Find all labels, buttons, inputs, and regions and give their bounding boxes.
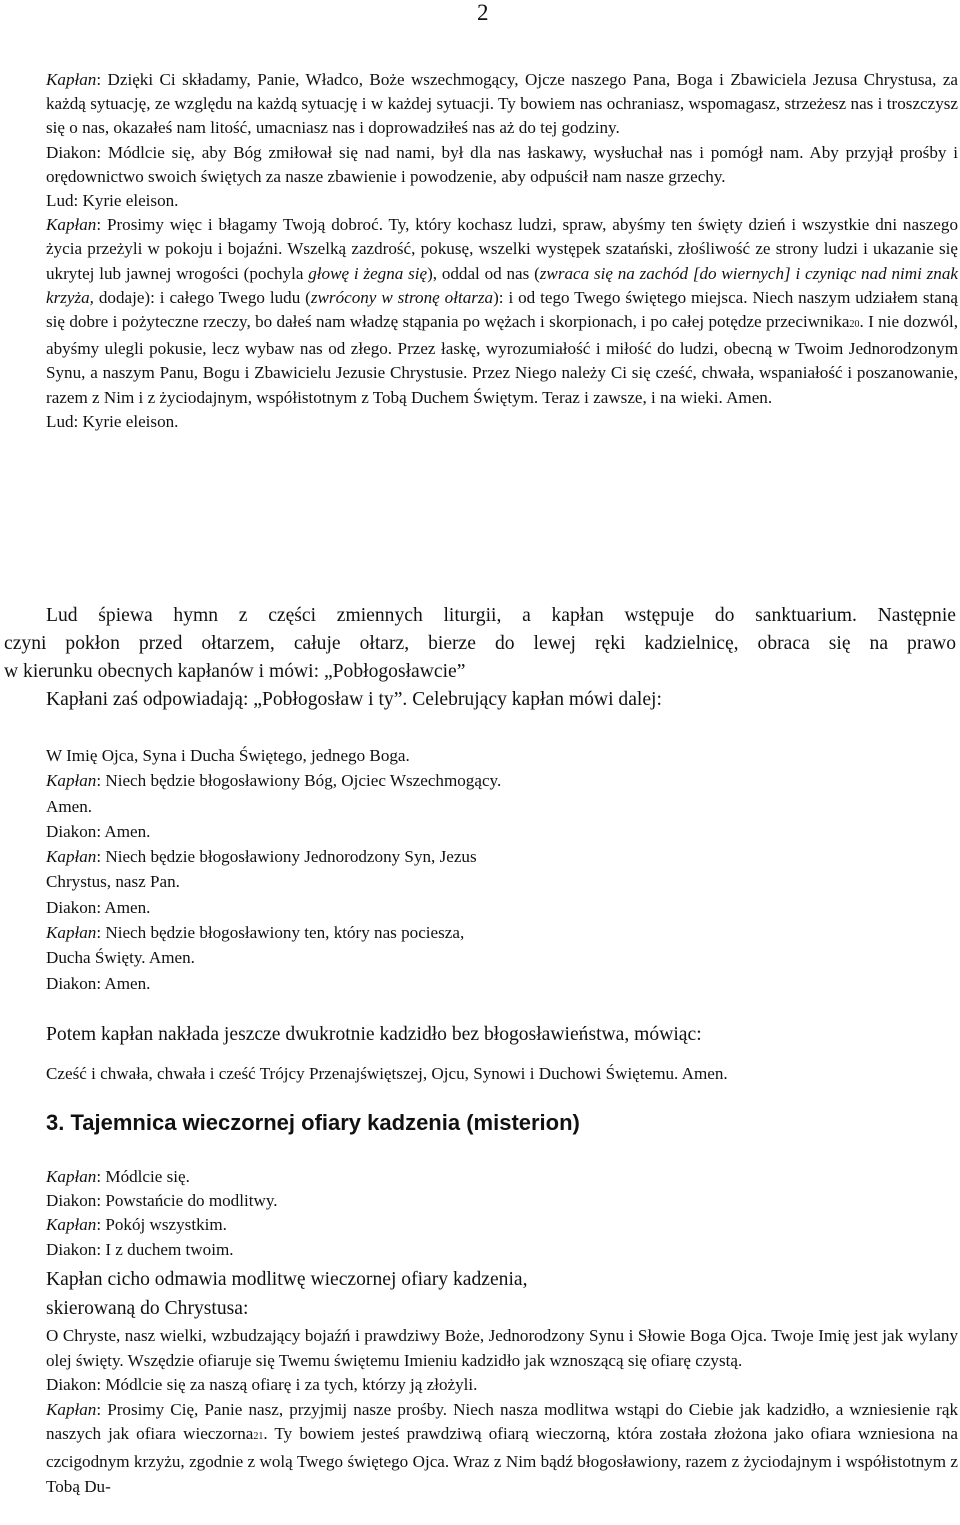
role-kaplan: Kapłan xyxy=(46,771,97,791)
role-kaplan: Kapłan xyxy=(46,1399,97,1419)
role-kaplan: Kapłan xyxy=(46,70,97,89)
role-kaplan: Kapłan xyxy=(46,215,97,235)
rubric-incense: Potem kapłan nakłada jeszcze dwukrotnie kadzidło bez błogosławieństwa, mówiąc: xyxy=(46,1024,702,1045)
doxology: Cześć i chwała, chwała i cześć Trójcy Przenajświętszej, Ojcu, Synowi i Duchowi Świętemu. Amen. xyxy=(46,1064,728,1083)
role-kaplan: Kapłan xyxy=(46,923,97,943)
page-number: 2 xyxy=(477,0,489,25)
footnote-ref-20: 20 xyxy=(849,319,860,331)
role-kaplan: Kapłan xyxy=(46,1215,97,1235)
role-kaplan: Kapłan xyxy=(46,1167,97,1186)
footnote-ref-21: 21 xyxy=(253,1431,264,1443)
people-response: Lud: Kyrie eleison. xyxy=(46,191,179,211)
deacon-paragraph: Diakon: Módlcie się za naszą ofiarę i za tych, którzy ją złożyli. xyxy=(46,1375,478,1395)
section-heading: 3. Tajemnica wieczornej ofiary kadzenia (misterion) xyxy=(46,1110,580,1135)
priest-petition-paragraph: Kapłan: Prosimy więc i błagamy Twoją dobroć. Ty, który kochasz ludzi, spraw, abyśmy ten święty dzień i wszystkie dni naszego życia przeżyli w pokoju i bojaźni. Wszelką zazdrość, pokusę, wszelki występek szatański, złośliwość ze strony ludzi i ukazanie się ukrytej lub jawnej wrogości (pochyla głowę i żegna się), oddal od nas (zwraca się na zachód [do wiernych] i czyniąc nad nimi znak krzyża, dodaje): i całego Twego ludu (zwrócony w stronę ołtarza): i od tego Twego świętego miejsca. Niech naszym udziałem staną się dobre i pożyteczne rzeczy, bo dałeś nam władzę stąpania po wężach i skorpionach, i po całej potędze przeciwnika20. I nie dozwól, abyśmy ulegli pokusie, lecz wybaw nas od złego. Przez łaskę, wyrozumiałość i miłość do ludzi, obecną w Twoim Jednorodzonym Synu, a naszym Panu, Bogu i Zbawicielu Jezusie Chrystusie. Przez Niego należy Ci się cześć, chwała, wspaniałość i poszanowanie, razem z Nim i z życiodajnym, współistotnym z Tobą Duchem Świętym. Teraz i zawsze, i na wieki. Amen. xyxy=(46,215,959,407)
blessing-block: W Imię Ojca, Syna i Ducha Świętego, jednego Boga. Kapłan: Niech będzie błogosławiony Bóg, Ojciec Wszechmogący. Amen. Diakon: Amen. Kapłan: Niech będzie błogosławiony Jednorodzony Syn, Jezus Chrystus, nasz Pan. Diakon: Amen. Kapłan: Niech będzie błogosławiony ten, który nas pociesza, Ducha Święty. Amen. Diakon: Amen. xyxy=(46,746,502,993)
deacon-paragraph: Diakon: Módlcie się, aby Bóg zmiłował się nad nami, był dla nas łaskawy, wysłuchał nas i pomógł nam. Aby przyjął prośby i orędownictwo swoich świętych za nasze zbawienie i powodzenie, aby odpuścił nam nasze grzechy. xyxy=(46,142,958,186)
dialogue-block: Kapłan: Módlcie się. Diakon: Powstańcie do modlitwy. Kapłan: Pokój wszystkim. Diakon: I z duchem twoim. xyxy=(46,1167,278,1259)
priest-thanksgiving-paragraph: Kapłan: Dzięki Ci składamy, Panie, Władco, Boże wszechmogący, Ojcze naszego Pana, Boga i Zbawiciela Jezusa Chrystusa, za każdą sytuację, ze względu na każdą sytuację i w każdej sytuacji. Ty bowiem nas ochraniasz, wspomagasz, strzeżesz nas i troszczysz się o nas, okazałeś nam litość, umacniasz nas i doprowadziłeś nas aż do tej godziny. xyxy=(46,70,958,138)
christ-prayer-paragraph: O Chryste, nasz wielki, wzbudzający bojaźń i prawdziwy Boże, Jednorodzony Synu i Słowie Boga Ojca. Twoje Imię jest jak wylany olej święty. Wszędzie ofiaruje się Twemu świętemu Imieniu kadzidło jak wznoszącą się ofiarę czystą. xyxy=(46,1326,958,1370)
rubric-hymn: Lud śpiewa hymn z części zmiennych liturgii, a kapłan wstępuje do sanktuarium. Następnie czyni pokłon przed ołtarzem, całuje ołtarz, bierze do lewej ręki kadzielnicę, obraca się na prawo w kierunku obecnych kapłanów i mówi: „Pobłogosławcie” Kapłani zaś odpowiadają: „Pobłogosław i ty”. Celebrujący kapłan mówi dalej: xyxy=(4,605,956,710)
rubric-silent-prayer: Kapłan cicho odmawia modlitwę wieczornej ofiary kadzenia, skierowaną do Chrystusa: xyxy=(46,1269,528,1319)
prayer-block-1 xyxy=(46,68,958,434)
role-kaplan: Kapłan xyxy=(46,847,97,867)
prayer-block-4 xyxy=(46,1324,958,1499)
priest-offering-paragraph: Kapłan: Prosimy Cię, Panie nasz, przyjmij nasze prośby. Niech nasza modlitwa wstąpi do Ciebie jak kadzidło, a wzniesienie rąk naszych jak ofiara wieczorna21. Ty bowiem jesteś prawdziwą ofiarą wieczorną, która została złożona jako ofiara wzniesiona na czcigodnym krzyżu, zgodnie z wolą Twego świętego Ojca. Wraz z Nim bądź błogosławiony, razem z życiodajnym i współistotnym z Tobą Du- xyxy=(46,1399,959,1496)
people-response: Lud: Kyrie eleison. xyxy=(46,411,179,431)
